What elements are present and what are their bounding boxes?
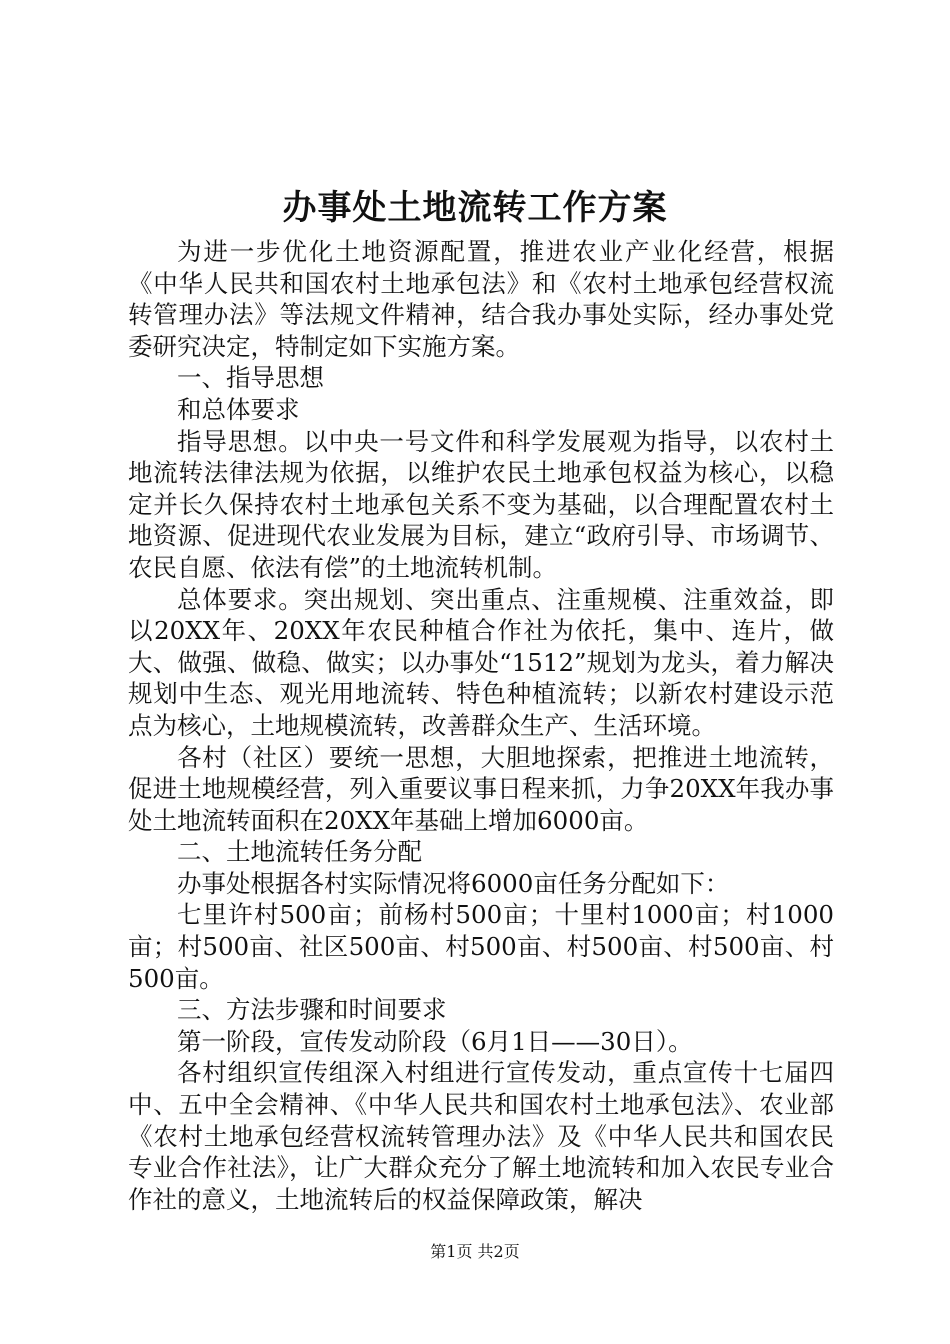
section-heading-3: 三、方法步骤和时间要求 <box>177 995 447 1025</box>
village-allocation-list: 七里许村500亩；前杨村500亩；十里村1000亩；村1000亩；村500亩、社区500亩、村500亩、村500亩、村500亩、村500亩。 <box>128 900 834 993</box>
phase-one-paragraph: 各村组织宣传组深入村组进行宣传发动，重点宣传十七届四中、五中全会精神、《中华人民共和国农村土地承包法》、农业部《农村土地承包经营权流转管理办法》及《中华人民共和国农民专业合作社法》，让广大群众充分了解土地流转和加入农民专业合作社的意义，土地流转后的权益保障政策，解决 <box>128 1058 834 1214</box>
task-allocation-paragraph: 办事处根据各村实际情况将6000亩任务分配如下： <box>177 868 730 898</box>
section-heading-1: 一、指导思想 <box>177 363 324 393</box>
village-goal-paragraph: 各村（社区）要统一思想，大胆地探索，把推进土地流转，促进土地规模经营，列入重要议事日程来抓，力争20XX年我办事处土地流转面积在20XX年基础上增加6000亩。 <box>128 742 834 835</box>
document-title: 办事处土地流转工作方案 <box>282 188 668 228</box>
page-footer: 第1页 共2页 <box>430 1242 520 1261</box>
intro-paragraph: 为进一步优化土地资源配置，推进农业产业化经营，根据《中华人民共和国农村土地承包法》和《农村土地承包经营权流转管理办法》等法规文件精神，结合我办事处实际，经办事处党委研究决定，特制定如下实施方案。 <box>128 237 834 361</box>
phase-one-heading: 第一阶段，宣传发动阶段（6月1日——30日）。 <box>177 1026 693 1056</box>
guiding-thought-paragraph: 指导思想。以中央一号文件和科学发展观为指导，以农村土地流转法律法规为依据，以维护农民土地承包权益为核心，以稳定并长久保持农村土地承包关系不变为基础，以合理配置农村土地资源、促进现代农业发展为目标，建立“政府引导、市场调节、农民自愿、依法有偿”的土地流转机制。 <box>128 426 834 582</box>
overall-requirement-paragraph: 总体要求。突出规划、突出重点、注重规模、注重效益，即以20XX年、20XX年农民种植合作社为依托，集中、连片，做大、做强、做稳、做实；以办事处“1512”规划为龙头，着力解决规划中生态、观光用地流转、特色种植流转；以新农村建设示范点为核心，土地规模流转，改善群众生产、生活环境。 <box>128 584 834 740</box>
section-heading-1-continued: 和总体要求 <box>177 394 300 424</box>
document-body <box>128 236 834 1215</box>
section-heading-2: 二、土地流转任务分配 <box>177 837 422 867</box>
